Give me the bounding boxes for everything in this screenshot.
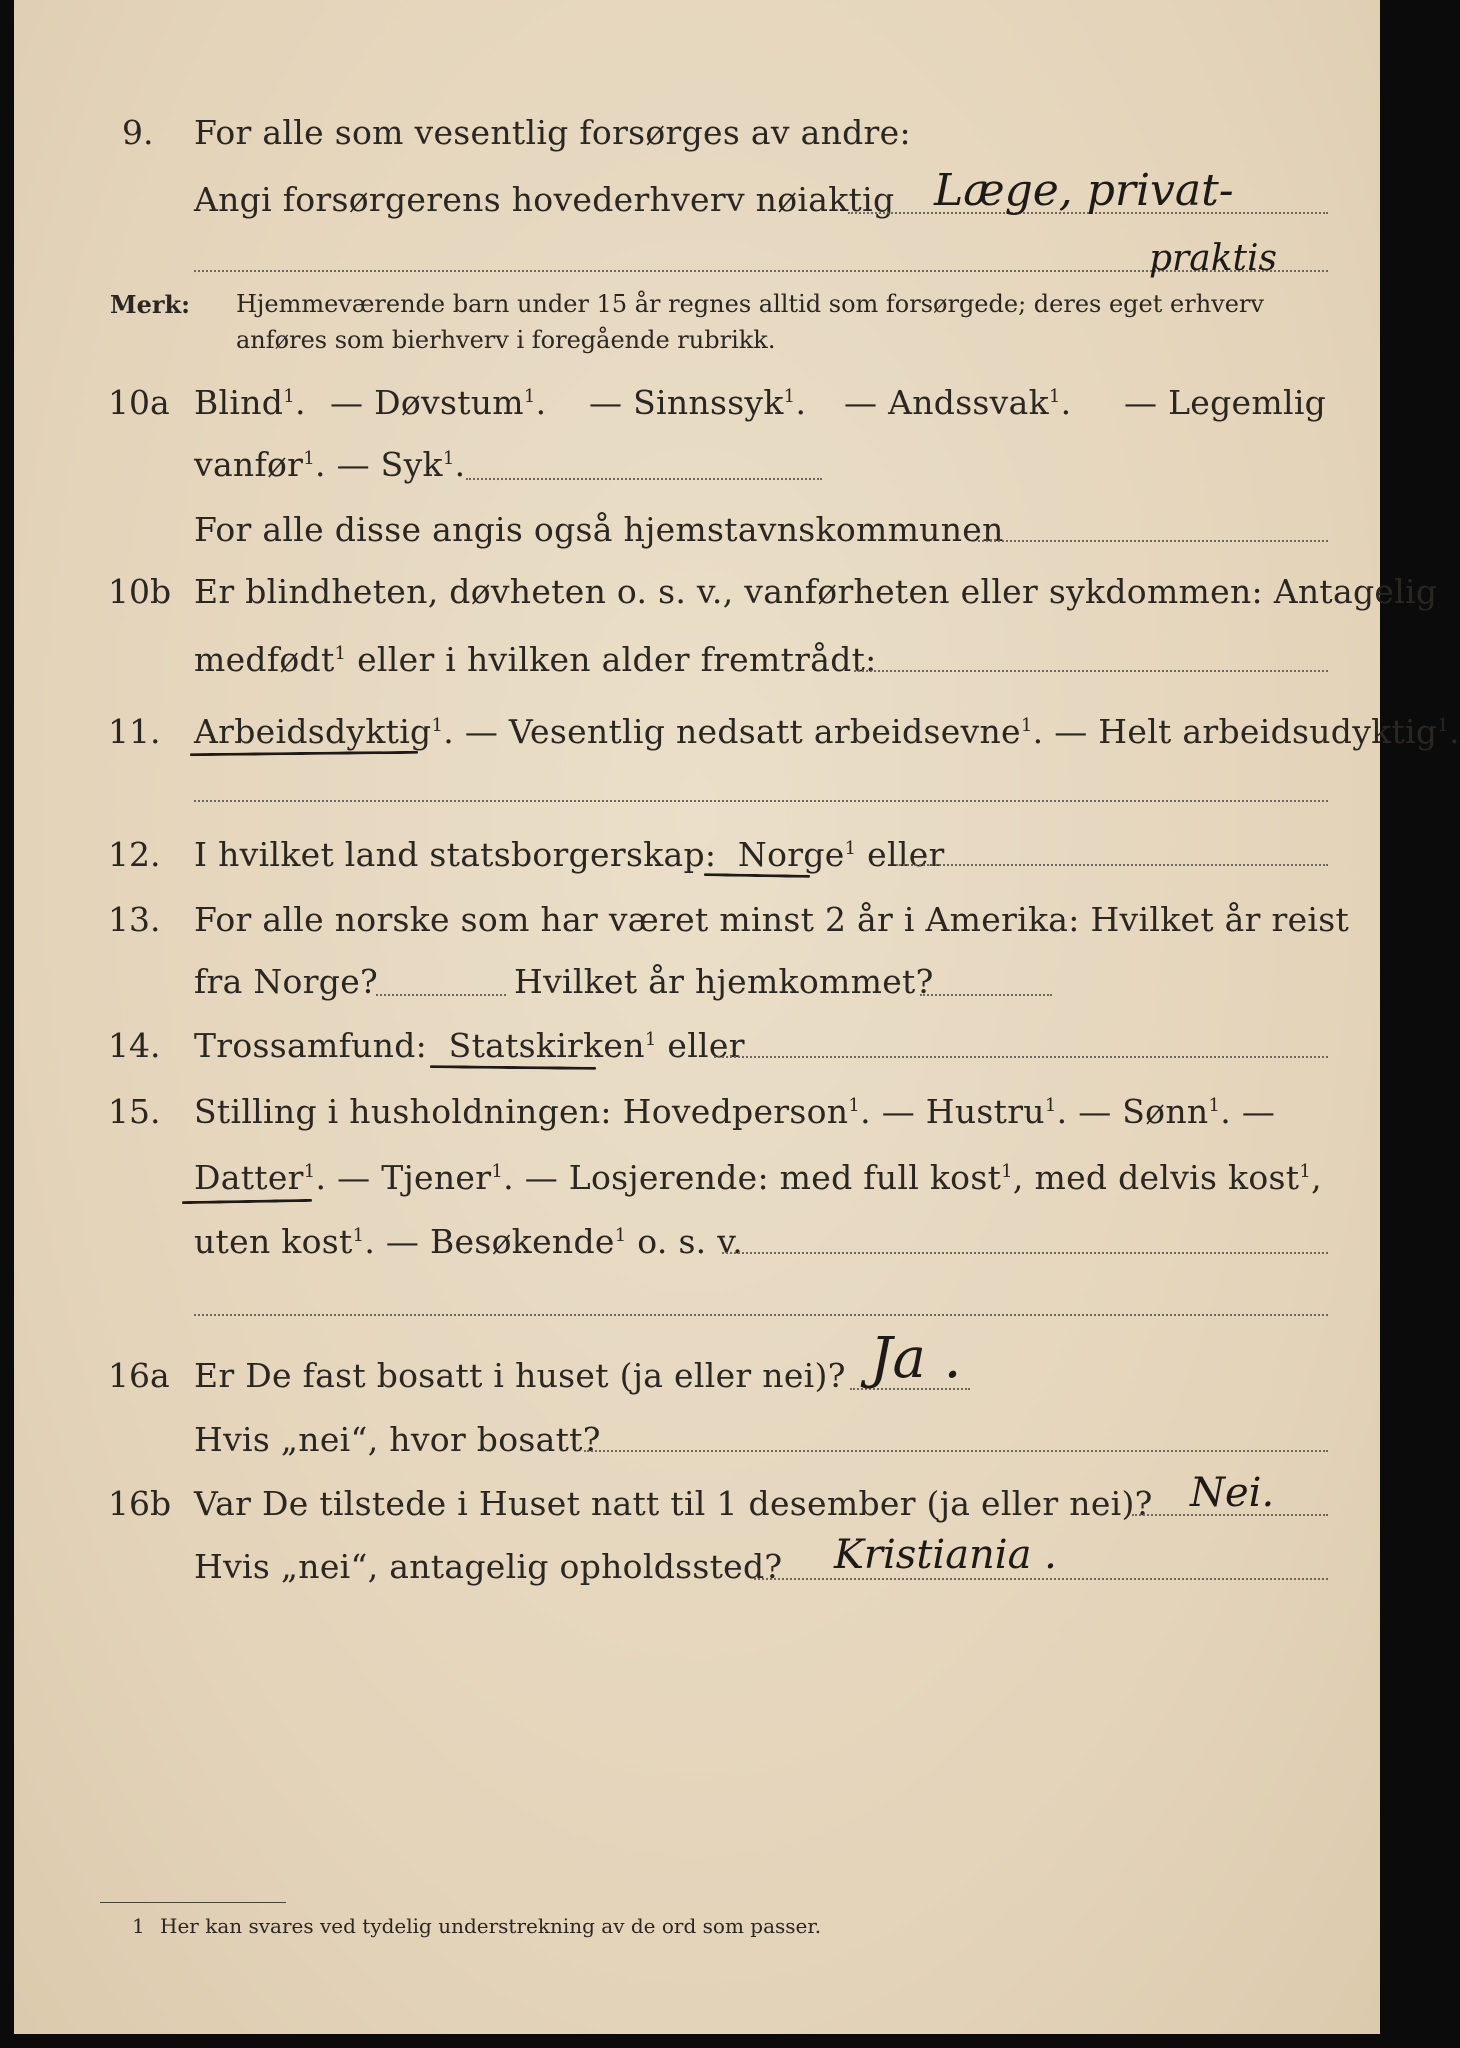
q10a-sinnssyk: — Sinnssyk$^1$. [589,383,807,422]
q13-dotted-line-1 [376,994,506,996]
footnote-text: Her kan svares ved tydelig understrekning av de ord som passer. [160,1914,822,1938]
q13-fra-norge: fra Norge? [194,962,379,1001]
q10a-legemlig: — Legemlig [1124,383,1327,422]
merk-label: Merk: [110,290,190,319]
footnote-separator [100,1902,286,1903]
q10b-dotted-line [854,670,1328,672]
q10a-andssvak: — Andssvak$^1$. [844,383,1072,422]
q14-dotted-line [714,1056,1328,1058]
q16b-line1: Var De tilstede i Huset natt til 1 desember (ja eller nei)? [194,1484,1153,1523]
q10a-dotted-line [466,478,822,480]
q10a-dotted-line-2 [978,540,1328,542]
q16a-line2: Hvis „nei“, hvor bosatt? [194,1420,601,1459]
q9-line1: For alle som vesentlig forsørges av andre: [194,113,911,152]
q16a-line1: Er De fast bosatt i huset (ja eller nei)? [194,1356,846,1395]
q9-line2: Angi forsørgerens hovederhverv nøiaktig [194,180,895,219]
census-form-page [14,0,1460,2034]
q15-line1: Stilling i husholdningen: Hovedperson$^1$. — Hustru$^1$. — Sønn$^1$. — [194,1092,1276,1131]
q14-answer-underline [430,1065,596,1070]
question-number-9: 9. [122,113,154,152]
question-number-12: 12. [108,835,161,874]
q10b-line2: medfødt$^1$ eller i hvilken alder fremtrådt: [194,640,877,679]
q9-handwritten-answer-2: praktis [1149,238,1277,279]
question-number-11: 11. [108,712,161,751]
q16b-handwritten-answer-2: Kristiania . [834,1532,1057,1578]
q16b-dotted-line-2 [754,1578,1328,1580]
question-number-14: 14. [108,1026,161,1065]
q15-dotted-line-2 [194,1314,1328,1316]
q13-dotted-line-2 [920,994,1052,996]
q10a-blind: Blind$^1$. [194,383,306,422]
q9-handwritten-answer: Læge, privat- [934,165,1234,216]
q11-dotted-line [194,800,1328,802]
q10a-vanfor: vanfør$^1$. — Syk$^1$. [194,445,466,484]
q16a-handwritten-answer: Ja . [870,1326,962,1391]
q14-line: Trossamfund: Statskirken$^1$ eller [194,1026,745,1065]
question-number-16b: 16b [108,1484,172,1523]
question-number-10a: 10a [108,383,170,422]
q11-answer-underline [190,751,418,756]
q12-line: I hvilket land statsborgerskap: Norge$^1$ eller [194,835,945,874]
q10a-dovstum: — Døvstum$^1$. [330,383,547,422]
merk-line2: anføres som bierhverv i foregående rubrikk. [236,326,776,354]
question-number-16a: 16a [108,1356,170,1395]
q13-line1: For alle norske som har været minst 2 år i Amerika: Hvilket år reist [194,900,1350,939]
q16b-line2: Hvis „nei“, antagelig opholdssted? [194,1547,783,1586]
q12-answer-underline [704,873,810,878]
q11-line: Arbeidsdyktig$^1$. — Vesentlig nedsatt arbeidsevne$^1$. — Helt arbeidsudyktig$^1$. [194,712,1460,751]
q12-dotted-line [896,864,1328,866]
merk-line1: Hjemmeværende barn under 15 år regnes alltid som forsørgede; deres eget erhverv [236,290,1264,318]
question-number-13: 13. [108,900,161,939]
q10b-line1: Er blindheten, døvheten o. s. v., vanførheten eller sykdommen: Antagelig [194,572,1438,611]
q15-line3: uten kost$^1$. — Besøkende$^1$ o. s. v. [194,1222,744,1261]
q10a-line3: For alle disse angis også hjemstavnskommunen [194,510,1004,549]
q15-line2: Datter$^1$. — Tjener$^1$. — Losjerende: med full kost$^1$, med delvis kost$^1$, [194,1158,1322,1197]
footnote-mark: 1 [132,1914,145,1938]
q16a-dotted-line-2 [584,1450,1328,1452]
q16b-handwritten-answer: Nei. [1190,1470,1275,1516]
question-number-15: 15. [108,1092,161,1131]
q15-answer-underline [182,1199,312,1204]
q15-dotted-line [722,1252,1328,1254]
question-number-10b: 10b [108,572,172,611]
q13-hjemkommet: Hvilket år hjemkommet? [514,962,934,1001]
